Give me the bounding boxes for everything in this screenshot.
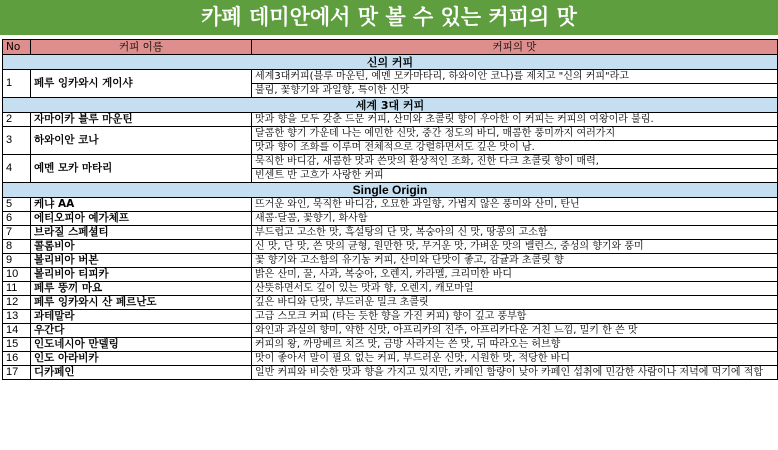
row-no: 17 xyxy=(3,366,31,380)
row-name: 브라질 스페셜티 xyxy=(31,226,252,240)
row-desc: 고급 스모크 커피 (타는 듯한 향을 가진 커피) 향이 깊고 풍부함 xyxy=(252,310,778,324)
row-desc: 꽃 향기와 고소함의 유기농 커피, 산미와 단맛이 좋고, 감귤과 초콜릿 향 xyxy=(252,254,778,268)
row-name: 볼리비아 버본 xyxy=(31,254,252,268)
row-name: 인도 아라비카 xyxy=(31,352,252,366)
row-name: 페루 뚱끼 마요 xyxy=(31,282,252,296)
row-name: 디카페인 xyxy=(31,366,252,380)
row-name: 볼리비아 티피카 xyxy=(31,268,252,282)
row-no: 8 xyxy=(3,240,31,254)
table-row xyxy=(3,282,778,296)
row-no: 1 xyxy=(3,70,31,98)
row-name: 예멘 모카 마타리 xyxy=(31,155,252,183)
row-name: 에티오피아 예가체프 xyxy=(31,212,252,226)
row-desc: 뜨거운 와인, 묵직한 바디감, 오묘한 과일향, 가볍지 않은 풍미와 산미, 탄닌 xyxy=(252,198,778,212)
table-row xyxy=(3,296,778,310)
row-desc: 빈센트 반 고흐가 사랑한 커피 xyxy=(252,169,778,183)
table-row xyxy=(3,240,778,254)
table-row xyxy=(3,324,778,338)
row-desc: 맛과 향이 조화를 이루며 전체적으로 강렬하면서도 깊은 맛이 남. xyxy=(252,141,778,155)
row-desc: 와인과 과실의 향미, 약한 신맛, 아프리카의 진주, 아프리카다운 거친 느낌, 밀키 한 쓴 맛 xyxy=(252,324,778,338)
header-desc: 커피의 맛 xyxy=(252,40,778,55)
row-desc: 부드럽고 고소한 맛, 흑설탕의 단 맛, 복숭아의 신 맛, 땅콩의 고소함 xyxy=(252,226,778,240)
row-desc: 불림, 꽃향기와 과일향, 특이한 신맛 xyxy=(252,84,778,98)
row-no: 3 xyxy=(3,127,31,155)
row-name: 인도네시아 만델링 xyxy=(31,338,252,352)
row-no: 16 xyxy=(3,352,31,366)
row-no: 4 xyxy=(3,155,31,183)
row-no: 6 xyxy=(3,212,31,226)
table-row xyxy=(3,113,778,127)
section-row xyxy=(3,183,778,198)
row-desc: 일반 커피와 비슷한 맛과 향을 가지고 있지만, 카페인 함량이 낮아 카페인 섭취에 민감한 사람이나 저녁에 먹기에 적합 xyxy=(252,366,778,380)
table-row xyxy=(3,226,778,240)
row-desc: 밝은 산미, 꿀, 사과, 복숭아, 오렌지, 카라멜, 크리미한 바디 xyxy=(252,268,778,282)
section-row xyxy=(3,55,778,70)
row-name: 하와이안 코나 xyxy=(31,127,252,155)
section-label: Single Origin xyxy=(3,183,778,198)
row-desc: 세계3대커피(블루 마운틴, 예멘 모카마타리, 하와이안 코나)를 제치고 "신의 커피"라고 xyxy=(252,70,778,84)
page-title: 카페 데미안에서 맛 볼 수 있는 커피의 맛 xyxy=(0,0,778,35)
row-no: 12 xyxy=(3,296,31,310)
row-no: 9 xyxy=(3,254,31,268)
row-desc: 깊은 바디와 단맛, 부드러운 밀크 초콜릿 xyxy=(252,296,778,310)
table-row xyxy=(3,366,778,380)
row-name: 페루 잉카와시 게이샤 xyxy=(31,70,252,98)
row-name: 과테말라 xyxy=(31,310,252,324)
row-name: 케냐 AA xyxy=(31,198,252,212)
table-row xyxy=(3,155,778,169)
row-no: 10 xyxy=(3,268,31,282)
table-row xyxy=(3,268,778,282)
row-desc: 신 맛, 단 맛, 쓴 맛의 균형, 원만한 맛, 무거운 맛, 가벼운 맛의 밸런스, 중성의 향기와 풍미 xyxy=(252,240,778,254)
section-row xyxy=(3,98,778,113)
table-row xyxy=(3,198,778,212)
header-no: No xyxy=(3,40,31,55)
row-no: 11 xyxy=(3,282,31,296)
row-no: 7 xyxy=(3,226,31,240)
table-row xyxy=(3,127,778,141)
row-name: 페루 잉카와시 산 페르난도 xyxy=(31,296,252,310)
header-name: 커피 이름 xyxy=(31,40,252,55)
row-no: 14 xyxy=(3,324,31,338)
table-row xyxy=(3,70,778,84)
row-no: 15 xyxy=(3,338,31,352)
row-no: 5 xyxy=(3,198,31,212)
table-row xyxy=(3,310,778,324)
row-name: 자마이카 블루 마운틴 xyxy=(31,113,252,127)
section-label: 신의 커피 xyxy=(3,55,778,70)
row-desc: 커피의 왕, 까망베르 치즈 맛, 금방 사라지는 쓴 맛, 뒤 따라오는 허브향 xyxy=(252,338,778,352)
table-row xyxy=(3,212,778,226)
row-desc: 산뜻하면서도 깊이 있는 맛과 향, 오렌지, 캐모마일 xyxy=(252,282,778,296)
coffee-table xyxy=(2,39,778,380)
row-no: 2 xyxy=(3,113,31,127)
section-label: 세계 3대 커피 xyxy=(3,98,778,113)
row-desc: 맛과 향을 모두 갖춘 드문 커피, 산미와 초콜릿 향이 우아한 이 커피는 커피의 여왕이라 불림. xyxy=(252,113,778,127)
row-desc: 맛이 좋아서 말이 필요 없는 커피, 부드러운 신맛, 시원한 맛, 적당한 바디 xyxy=(252,352,778,366)
row-name: 콜롬비아 xyxy=(31,240,252,254)
header-row xyxy=(3,40,778,55)
row-name: 우간다 xyxy=(31,324,252,338)
row-no: 13 xyxy=(3,310,31,324)
row-desc: 달콤한 향기 가운데 나는 예민한 신맛, 중간 정도의 바디, 매콤한 풍미까지 여러가지 xyxy=(252,127,778,141)
table-row xyxy=(3,352,778,366)
row-desc: 새콤·달콤, 꽃향기, 화사함 xyxy=(252,212,778,226)
table-row xyxy=(3,338,778,352)
row-desc: 묵직한 바디감, 새콤한 맛과 쓴맛의 환상적인 조화, 진한 다크 초콜릿 향이 매력, xyxy=(252,155,778,169)
table-row xyxy=(3,254,778,268)
